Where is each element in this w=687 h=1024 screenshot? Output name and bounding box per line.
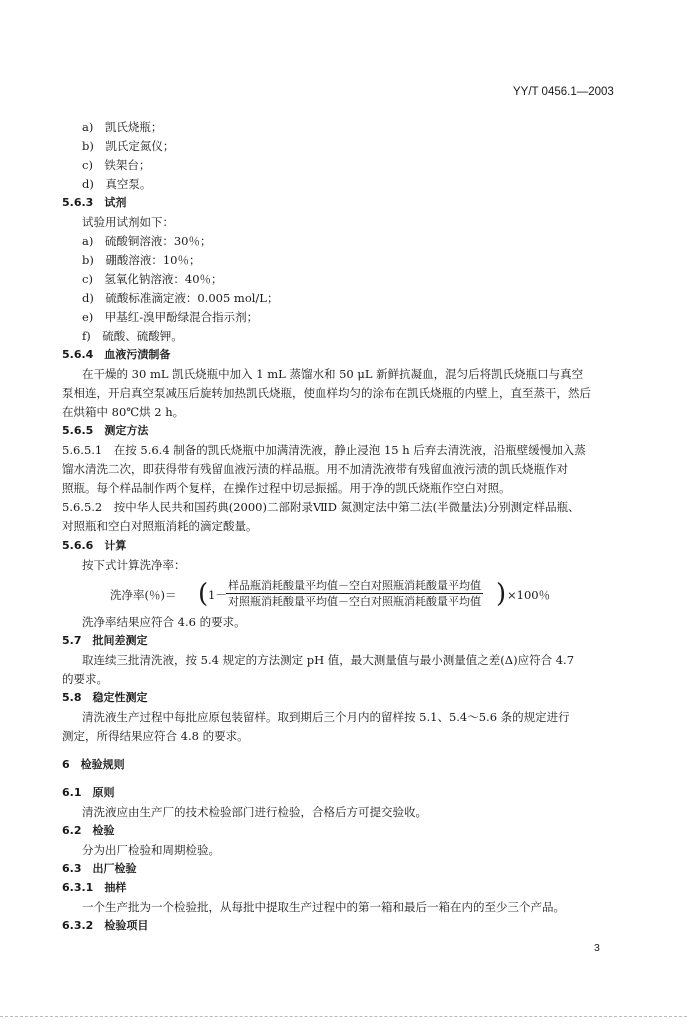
paragraph: 分为出厂检验和周期检验。 (82, 843, 220, 857)
formula-paren-left: ( (198, 579, 209, 609)
list-item: a) 硫酸铜溶液：30％； (82, 234, 212, 248)
paragraph: 清洗液应由生产厂的技术检验部门进行检验，合格后方可提交验收。 (82, 805, 427, 819)
formula-tail: ×100％ (507, 588, 551, 602)
section-heading-6: 6 检验规则 (62, 758, 125, 771)
scan-edge-divider (0, 1016, 687, 1018)
paragraph: 试验用试剂如下： (82, 215, 174, 229)
section-heading-5-6-6: 5.6.6 计算 (62, 539, 127, 552)
formula-lhs: 洗净率(％)＝ (110, 588, 177, 602)
paragraph-line: 5.6.5.2 按中华人民共和国药典(2000)二部附录ⅦD 氮测定法中第二法(半微量法)分别测定样品瓶、 (62, 500, 580, 514)
page-number: 3 (594, 942, 600, 954)
paragraph-line: 对照瓶和空白对照瓶消耗的滴定酸量。 (62, 519, 258, 533)
fraction-bar (226, 593, 483, 594)
section-heading-6-3: 6.3 出厂检验 (62, 862, 137, 875)
paragraph-line: 泵相连，开启真空泵减压后旋转加热凯氏烧瓶，使血样均匀的涂布在凯氏烧瓶的内壁上，直至蒸干，然后 (62, 386, 591, 400)
paragraph-line: 清洗液生产过程中每批应原包装留样。取到期后三个月内的留样按 5.1、5.4～5.6 条的规定进行 (82, 710, 570, 724)
list-item: b) 硼酸溶液：10％； (82, 253, 201, 267)
standard-code-header: YY/T 0456.1—2003 (513, 86, 614, 98)
formula-paren-right: ) (496, 579, 507, 609)
formula-one-minus: 1－ (208, 588, 227, 602)
list-item: c) 铁架台； (82, 158, 151, 172)
paragraph-line: 取连续三批清洗液，按 5.4 规定的方法测定 pH 值，最大测量值与最小测量值之差(Δ)应符合 4.7 (82, 653, 575, 667)
section-heading-5-8: 5.8 稳定性测定 (62, 691, 148, 704)
paragraph-line: 在干燥的 30 mL 凯氏烧瓶中加入 1 mL 蒸馏水和 50 μL 新鲜抗凝血，混匀后将凯氏烧瓶口与真空 (82, 367, 584, 381)
formula-denominator: 对照瓶消耗酸量平均值－空白对照瓶消耗酸量平均值 (228, 595, 481, 608)
paragraph-line: 5.6.5.1 在按 5.6.4 制备的凯氏烧瓶中加满清洗液，静止浸泡 15 h 后弃去清洗液，沿瓶壁缓慢加入蒸 (62, 443, 586, 457)
list-item: c) 氢氧化钠溶液：40％； (82, 272, 223, 286)
section-heading-6-3-1: 6.3.1 抽样 (62, 881, 127, 894)
paragraph: 洗净率结果应符合 4.6 的要求。 (82, 615, 246, 629)
list-item: f) 硫酸、硫酸钾。 (82, 329, 183, 343)
paragraph: 按下式计算洗净率： (82, 558, 186, 572)
paragraph-line: 馏水清洗二次，即获得带有残留血液污渍的样品瓶。用不加清洗液带有残留血液污渍的凯氏烧瓶作对 (62, 462, 568, 476)
wash-rate-formula (110, 579, 580, 609)
paragraph-line: 测定，所得结果应符合 4.8 的要求。 (62, 729, 249, 743)
list-item: e) 甲基红-溴甲酚绿混合指示剂； (82, 310, 259, 324)
formula-numerator: 样品瓶消耗酸量平均值－空白对照瓶消耗酸量平均值 (228, 579, 481, 592)
paragraph-line: 在烘箱中 80℃烘 2 h。 (62, 405, 185, 419)
section-heading-6-3-2: 6.3.2 检验项目 (62, 919, 149, 932)
paragraph-line: 照瓶。每个样品制作两个复样，在操作过程中切忌振摇。用于净的凯氏烧瓶作空白对照。 (62, 481, 511, 495)
section-heading-6-2: 6.2 检验 (62, 824, 115, 837)
formula-fraction (226, 579, 483, 608)
list-item: d) 硫酸标准滴定液：0.005 mol/L； (82, 291, 279, 305)
paragraph-line: 的要求。 (62, 672, 108, 686)
section-heading-5-6-5: 5.6.5 测定方法 (62, 424, 149, 437)
section-heading-5-6-3: 5.6.3 试剂 (62, 196, 127, 209)
section-heading-6-1: 6.1 原则 (62, 786, 115, 799)
section-heading-5-6-4: 5.6.4 血液污渍制备 (62, 348, 171, 361)
paragraph: 一个生产批为一个检验批，从每批中提取生产过程中的第一箱和最后一箱在内的至少三个产品。 (82, 900, 565, 914)
list-item: b) 凯氏定氮仪； (82, 139, 175, 153)
list-item: a) 凯氏烧瓶； (82, 120, 163, 134)
list-item: d) 真空泵。 (82, 177, 152, 191)
section-heading-5-7: 5.7 批间差测定 (62, 634, 148, 647)
